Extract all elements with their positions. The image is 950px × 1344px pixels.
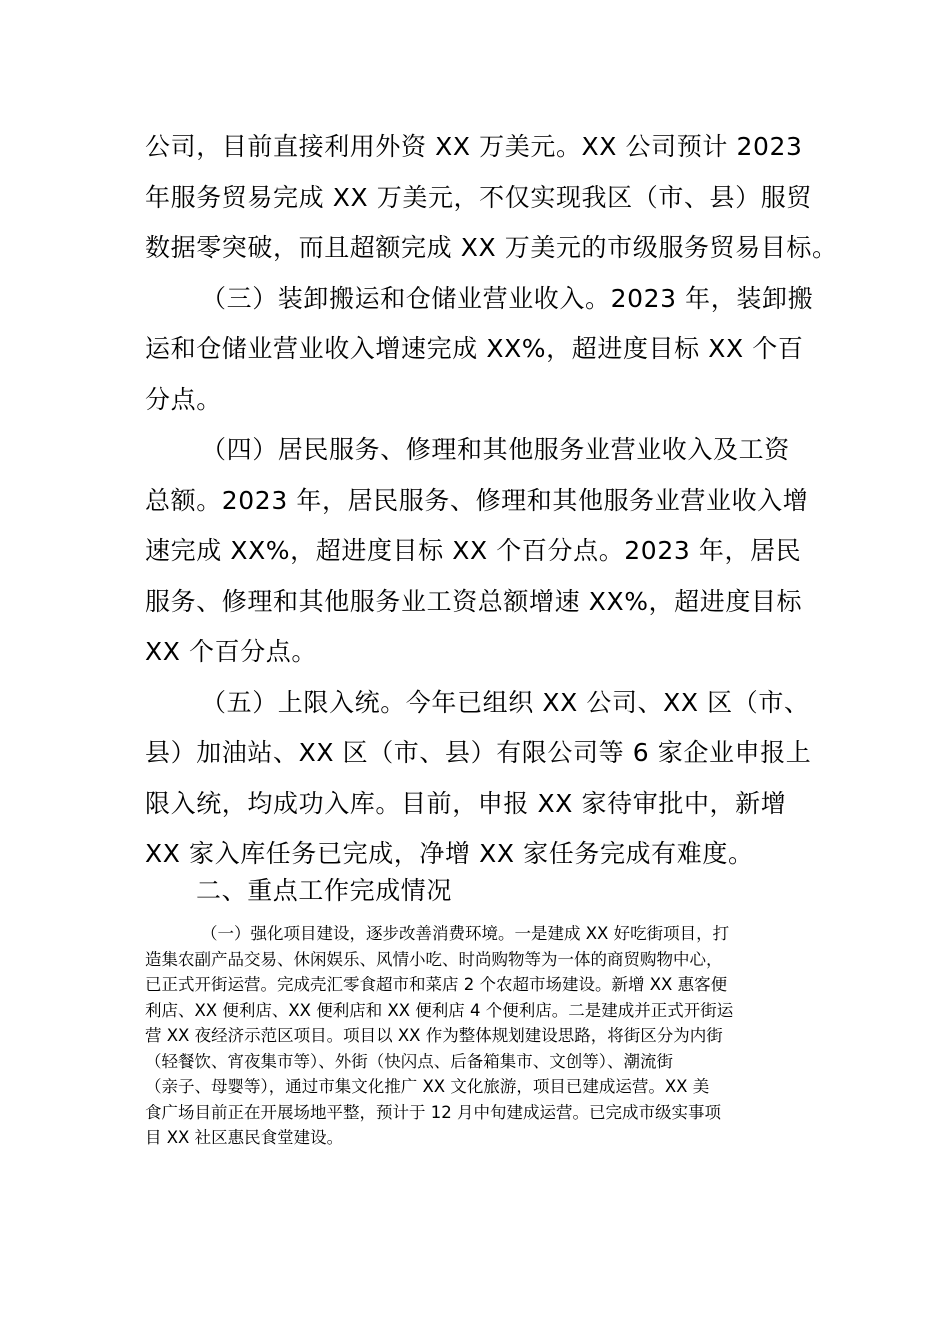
body-text bbox=[145, 122, 838, 880]
body-line: 数据零突破，而且超额完成 XX 万美元的市级服务贸易目标。 bbox=[145, 233, 838, 262]
paragraph-3-start: （三）装卸搬运和仓储业营业收入。2023 年，装卸搬 bbox=[201, 283, 814, 313]
body-line: 速完成 XX%，超进度目标 XX 个百分点。2023 年，居民 bbox=[145, 536, 802, 565]
body-line: 公司，目前直接利用外资 XX 万美元。XX 公司预计 2023 bbox=[145, 132, 803, 161]
detail-paragraph bbox=[145, 921, 815, 1151]
paragraph-4-start: （四）居民服务、修理和其他服务业营业收入及工资 bbox=[201, 435, 790, 464]
body-line: 运和仓储业营业收入增速完成 XX%，超进度目标 XX 个百 bbox=[145, 334, 804, 363]
detail-line: （一）强化项目建设，逐步改善消费环境。一是建成 XX 好吃街项目，打 bbox=[201, 924, 730, 943]
body-line: 年服务贸易完成 XX 万美元，不仅实现我区（市、县）服贸 bbox=[145, 182, 812, 212]
body-line: XX 家入库任务已完成，净增 XX 家任务完成有难度。 bbox=[145, 839, 754, 868]
detail-line: （亲子、母婴等），通过市集文化推广 XX 文化旅游，项目已建成运营。XX 美 bbox=[145, 1077, 710, 1096]
body-line: XX 个百分点。 bbox=[145, 637, 318, 666]
body-line: 限入统，均成功入库。目前，申报 XX 家待审批中，新增 bbox=[145, 788, 787, 818]
detail-line: 已正式开街运营。完成壳汇零食超市和菜店 2 个农超市场建设。新增 XX 惠客便 bbox=[145, 975, 728, 994]
detail-line: （轻餐饮、宵夜集市等）、外街（快闪点、后备箱集市、文创等）、潮流街 bbox=[145, 1051, 673, 1071]
detail-line: 食广场目前正在开展场地平整，预计于 12 月中旬建成运营。已完成市级实事项 bbox=[145, 1102, 721, 1122]
detail-line: 利店、XX 便利店、XX 便利店和 XX 便利店 4 个便利店。二是建成并正式开街运 bbox=[145, 1000, 734, 1020]
detail-line: 造集农副产品交易、休闲娱乐、风情小吃、时尚购物等为一体的商贸购物中心， bbox=[145, 949, 723, 969]
section-heading: 二、重点工作完成情况 bbox=[196, 876, 453, 905]
body-line: 服务、修理和其他服务业工资总额增速 XX%，超进度目标 bbox=[145, 586, 803, 616]
body-line: 分点。 bbox=[145, 384, 222, 414]
detail-line: 营 XX 夜经济示范区项目。项目以 XX 作为整体规划建设思路，将街区分为内街 bbox=[145, 1026, 723, 1045]
body-line: 县）加油站、XX 区（市、县）有限公司等 6 家企业申报上 bbox=[145, 738, 812, 767]
paragraph-5-start: （五）上限入统。今年已组织 XX 公司、XX 区（市、 bbox=[201, 687, 810, 717]
body-line: 总额。2023 年，居民服务、修理和其他服务业营业收入增 bbox=[145, 485, 809, 515]
detail-line: 目 XX 社区惠民食堂建设。 bbox=[145, 1128, 344, 1147]
